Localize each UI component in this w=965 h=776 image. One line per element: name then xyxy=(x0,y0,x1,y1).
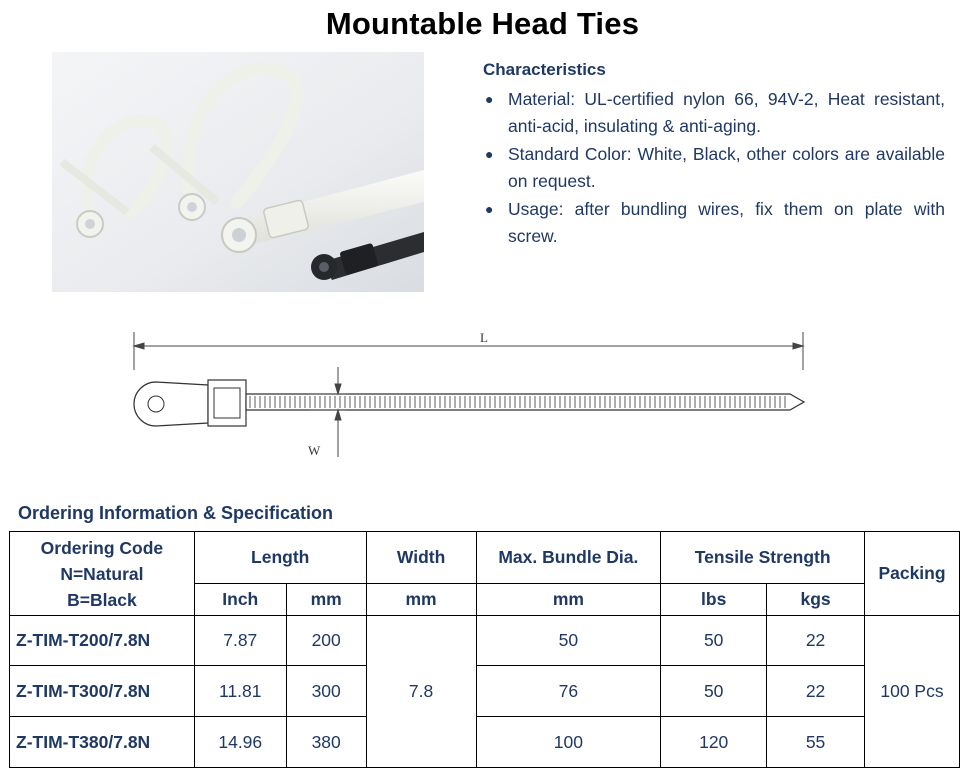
table-row xyxy=(10,616,960,666)
header-ordering-code: Ordering Code N=Natural B=Black xyxy=(10,532,195,616)
inch-cell: 11.81 xyxy=(194,666,286,717)
table-row xyxy=(10,717,960,768)
spec-table xyxy=(9,531,960,768)
kgs-cell: 22 xyxy=(767,666,865,717)
kgs-cell: 55 xyxy=(767,717,865,768)
characteristics-list xyxy=(483,86,945,250)
unit-lbs: lbs xyxy=(661,584,767,616)
page-title: Mountable Head Ties xyxy=(325,6,640,41)
bundle-cell: 50 xyxy=(476,616,661,666)
unit-mm-bundle: mm xyxy=(476,584,661,616)
unit-kgs: kgs xyxy=(767,584,865,616)
dimension-drawing xyxy=(120,322,820,472)
list-item: ● Usage: after bundling wires, fix them on plate with screw. xyxy=(483,196,945,250)
unit-mm-width: mm xyxy=(366,584,476,616)
code-cell: Z-TIM-T200/7.8N xyxy=(10,616,195,666)
header-packing: Packing xyxy=(865,532,960,616)
kgs-cell: 22 xyxy=(767,616,865,666)
header-width: Width xyxy=(366,532,476,584)
unit-mm-length: mm xyxy=(286,584,366,616)
bullet-icon: ● xyxy=(485,91,494,107)
header-tensile: Tensile Strength xyxy=(661,532,865,584)
lbs-cell: 50 xyxy=(661,666,767,717)
table-row xyxy=(10,666,960,717)
characteristics-section xyxy=(483,60,945,251)
lbs-cell: 120 xyxy=(661,717,767,768)
mm-cell: 380 xyxy=(286,717,366,768)
width-label: W xyxy=(308,443,321,458)
list-item: ● Standard Color: White, Black, other colors are available on request. xyxy=(483,141,945,195)
code-cell: Z-TIM-T300/7.8N xyxy=(10,666,195,717)
ordering-heading: Ordering Information & Specification xyxy=(18,503,334,523)
code-cell: Z-TIM-T380/7.8N xyxy=(10,717,195,768)
header-bundle: Max. Bundle Dia. xyxy=(476,532,661,584)
mm-cell: 300 xyxy=(286,666,366,717)
inch-cell: 14.96 xyxy=(194,717,286,768)
product-photo xyxy=(52,52,424,292)
unit-inch: Inch xyxy=(194,584,286,616)
bullet-icon: ● xyxy=(485,146,494,162)
characteristics-heading: Characteristics xyxy=(483,60,606,79)
bullet-icon: ● xyxy=(485,201,494,217)
bundle-cell: 100 xyxy=(476,717,661,768)
mm-cell: 200 xyxy=(286,616,366,666)
header-length: Length xyxy=(194,532,366,584)
length-label: L xyxy=(480,330,488,345)
width-value: 7.8 xyxy=(366,616,476,768)
inch-cell: 7.87 xyxy=(194,616,286,666)
list-item: ● Material: UL-certified nylon 66, 94V-2, Heat resistant, anti-acid, insulating & anti-aging. xyxy=(483,86,945,140)
packing-value: 100 Pcs xyxy=(865,616,960,768)
bundle-cell: 76 xyxy=(476,666,661,717)
lbs-cell: 50 xyxy=(661,616,767,666)
